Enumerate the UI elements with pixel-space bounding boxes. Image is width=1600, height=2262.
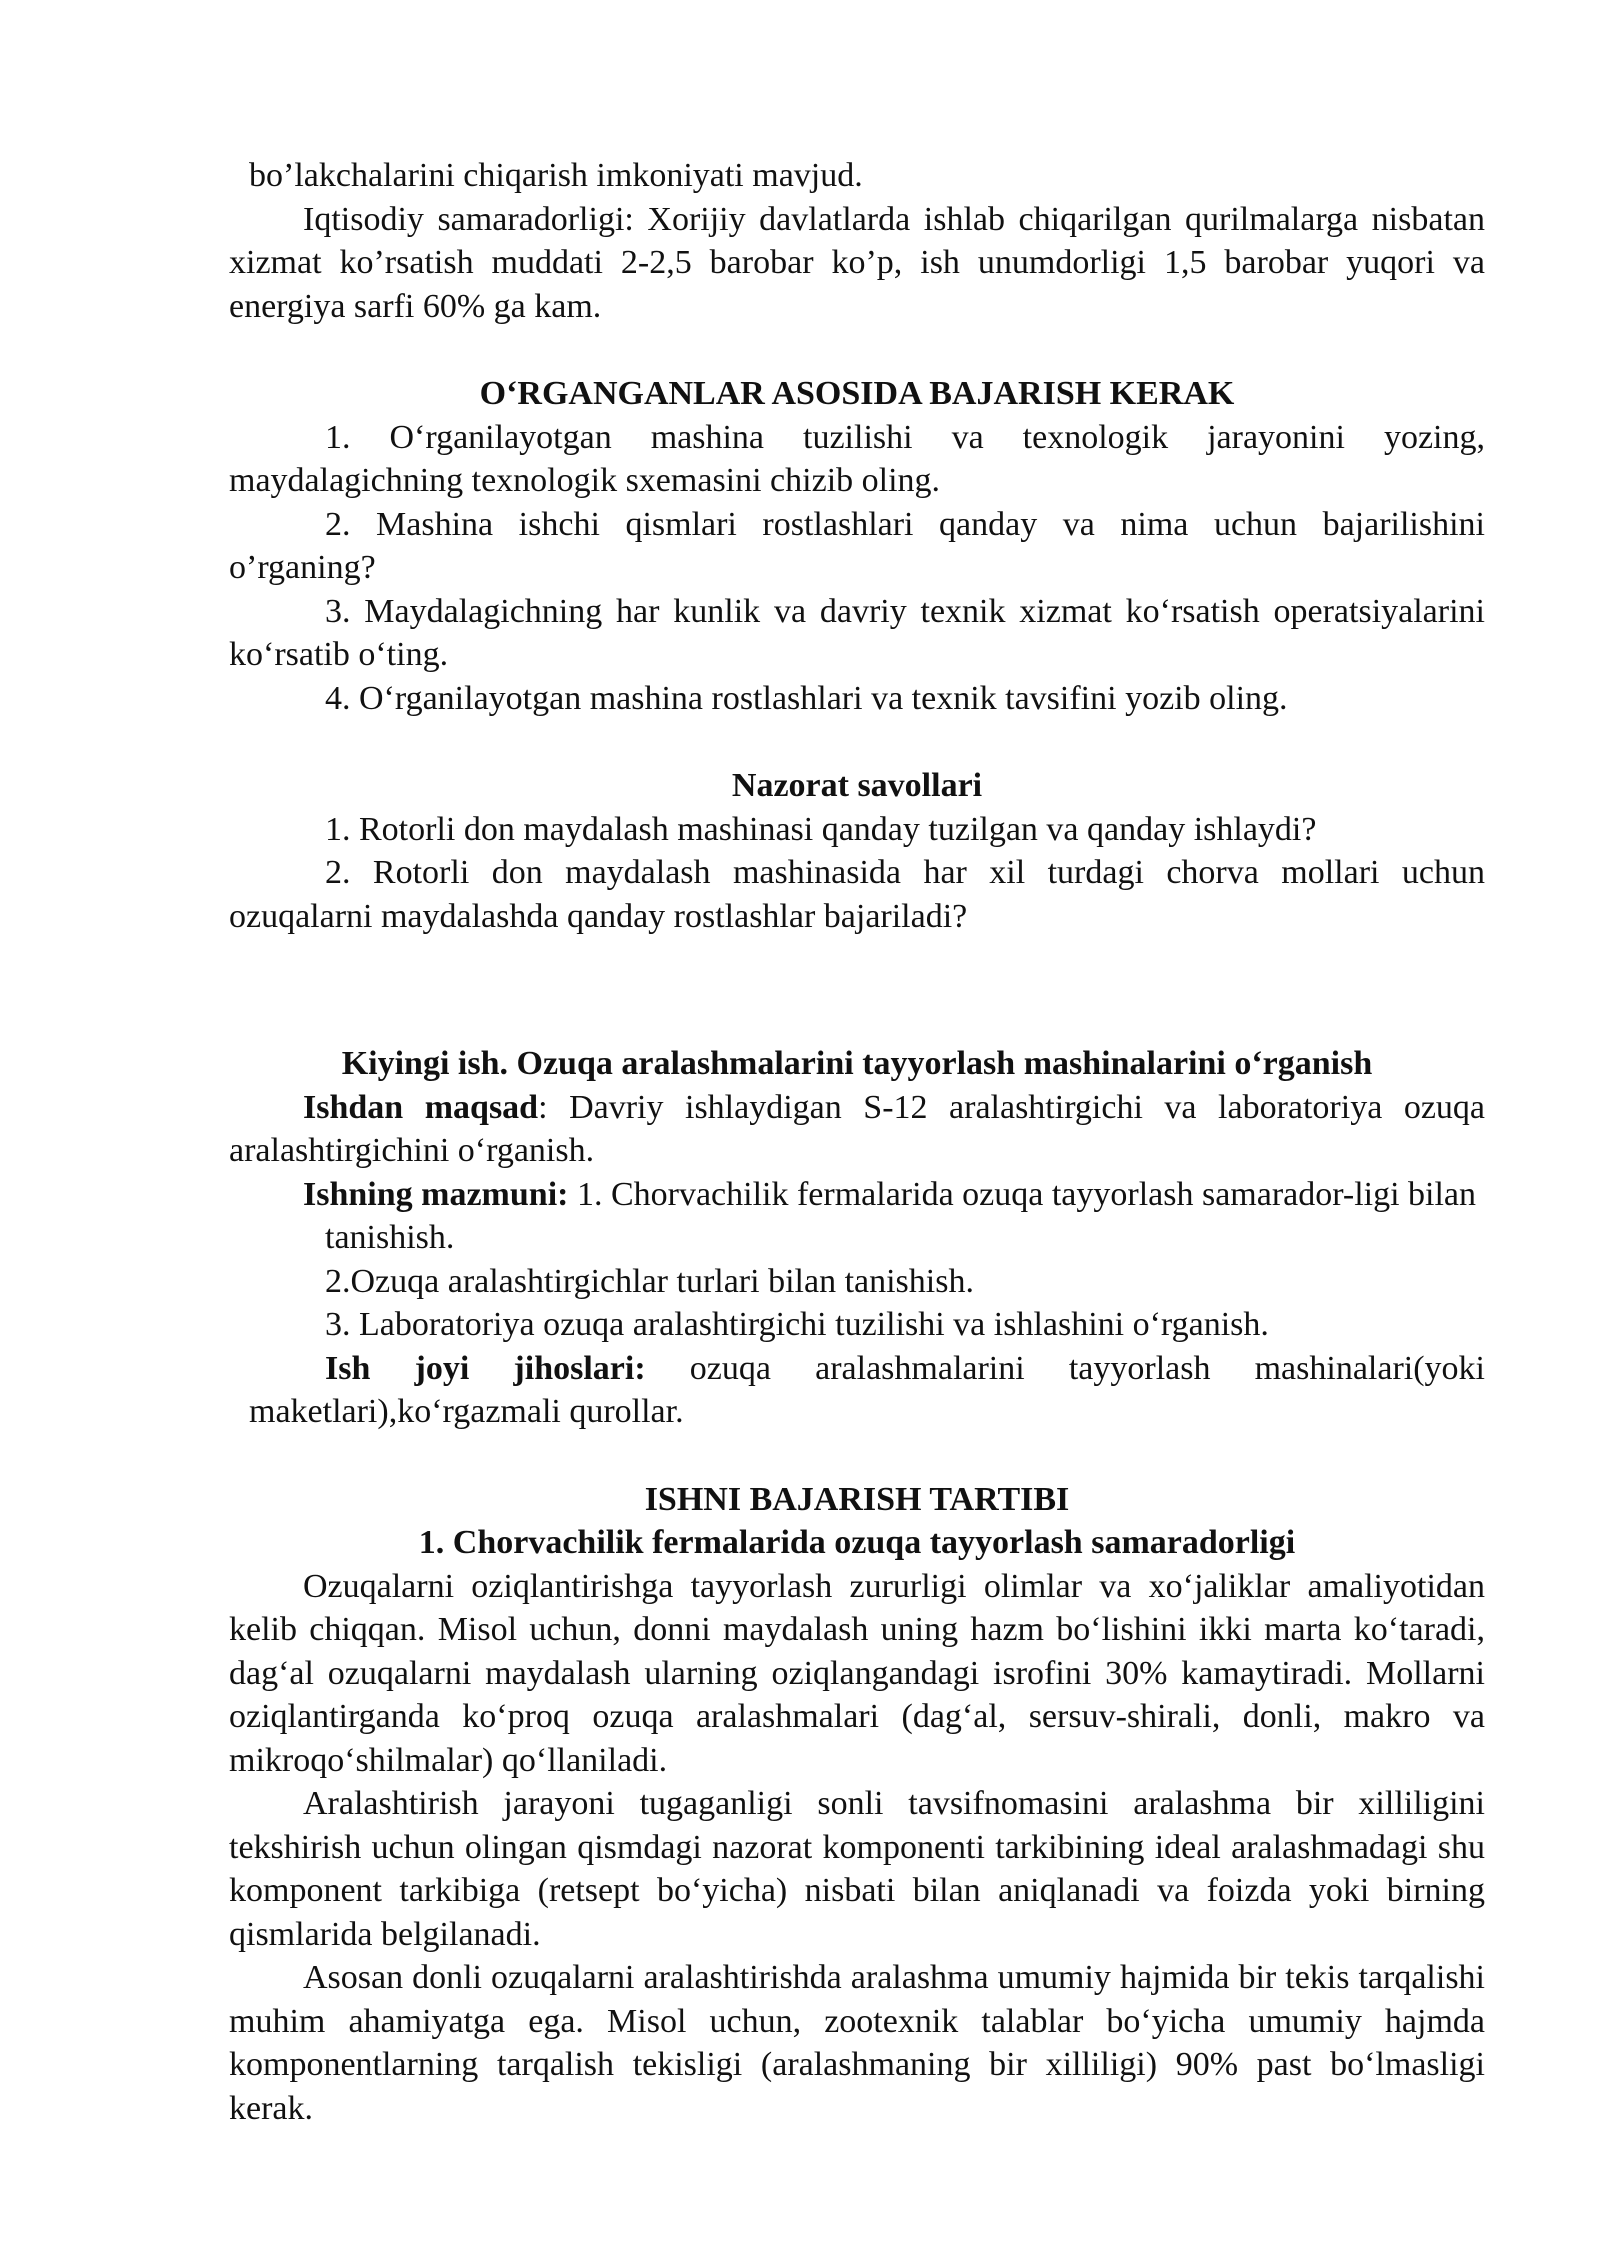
task-item-2: 2. Mashina ishchi qismlari rostlashlari qanday va nima uchun bajarilishini o’rganing? [229,505,1485,586]
work-equipment-text: ozuqa aralashmalarini tayyorlash mashinalari(yoki maketlari),ko‘rgazmali qurollar. [249,1349,1485,1430]
question-item-2: 2. Rotorli don maydalash mashinasida har xil turdagi chorva mollari uchun ozuqalarni maydalashda qanday rostlashlar bajariladi? [229,854,1485,935]
procedure-paragraph-2: Aralashtirish jarayoni tugaganligi sonli tavsifnomasini aralashma bir xilliligini tekshirish uchun olingan qismdagi nazorat komponenti tarkibining ideal aralashmadagi shu komponent tarkibiga (retsept bo‘yicha) nisbati bilan aniqlanadi va foizda yoki birning qismlarida belgilanadi. [229,1785,1485,1953]
work-goal-text: : Davriy ishlaydigan S-12 aralashtirgichi va laboratoriya ozuqa aralashtirgichini o‘rganish. [229,1088,1485,1169]
page-content [229,154,1485,2130]
heading-procedure: ISHNI BAJARISH TARTIBI [644,1480,1070,1518]
work-content-item-2: 2.Ozuqa aralashtirgichlar turlari bilan tanishish. [325,1262,974,1300]
work-content [229,1173,1485,1260]
question-item-1: 1. Rotorli don maydalash mashinasi qanday tuzilgan va qanday ishlaydi? [325,810,1317,848]
procedure-paragraph-1: Ozuqalarni oziqlantirishga tayyorlash zururligi olimlar va xo‘jaliklar amaliyotidan kelib chiqqan. Misol uchun, donni maydalash uning hazm bo‘lishini ikki marta ko‘taradi, dag‘al ozuqalarni maydalash ularning oziqlangandagi isrofini 30% kamaytiradi. Mollarni oziqlantirganda ko‘proq ozuqa aralashmalari (dag‘al, sersuv-shirali, donli, makro va mikroqo‘shilmalar) qo‘llaniladi. [229,1567,1485,1779]
work-goal [229,1086,1485,1173]
heading-control-questions: Nazorat savollari [731,767,983,804]
work-content-item-1: 1. Chorvachilik fermalarida ozuqa tayyorlash samarador-ligi bilan tanishish. [325,1175,1477,1256]
subheading-efficiency: 1. Chorvachilik fermalarida ozuqa tayyorlash samaradorligi [418,1524,1296,1561]
heading-tasks: O‘RGANGANLAR ASOSIDA BAJARISH KERAK [479,375,1235,412]
work-content-label: Ishning mazmuni: [303,1175,569,1213]
work-content-item-3: 3. Laboratoriya ozuqa aralashtirgichi tuzilishi va ishlashini o‘rganish. [325,1306,1269,1343]
task-item-1: 1. O‘rganilayotgan mashina tuzilishi va texnologik jarayonini yozing, maydalagichning texnologik sxemasini chizib oling. [229,418,1485,499]
paragraph-economic-efficiency: Iqtisodiy samaradorligi: Xorijiy davlatlarda ishlab chiqarilgan qurilmalarga nisbatan xizmat ko’rsatish muddati 2-2,5 barobar ko’p, ish unumdorligi 1,5 barobar yuqori va energiya sarfi 60% ga kam. [229,200,1485,325]
paragraph-continuation: bo’lakchalarini chiqarish imkoniyati mavjud. [249,157,863,194]
task-item-3: 3. Maydalagichning har kunlik va davriy texnik xizmat ko‘rsatish operatsiyalarini ko‘rsatib o‘ting. [229,592,1485,673]
task-item-4: 4. O‘rganilayotgan mashina rostlashlari va texnik tavsifini yozib oling. [325,679,1288,717]
work-equipment [229,1347,1485,1434]
next-work-title: Kiyingi ish. Ozuqa aralashmalarini tayyorlash mashinalarini o‘rganish [341,1045,1373,1082]
work-equipment-label: Ish joyi jihoslari: [325,1349,646,1387]
work-goal-label: Ishdan maqsad [303,1088,539,1126]
procedure-paragraph-3: Asosan donli ozuqalarni aralashtirishda aralashma umumiy hajmida bir tekis tarqalishi muhim ahamiyatga ega. Misol uchun, zootexnik talablar bo‘yicha umumiy hajmda komponentlarning tarqalish tekisligi (aralashmaning bir xilliligi) 90% past bo‘lmasligi kerak. [229,1959,1485,2127]
